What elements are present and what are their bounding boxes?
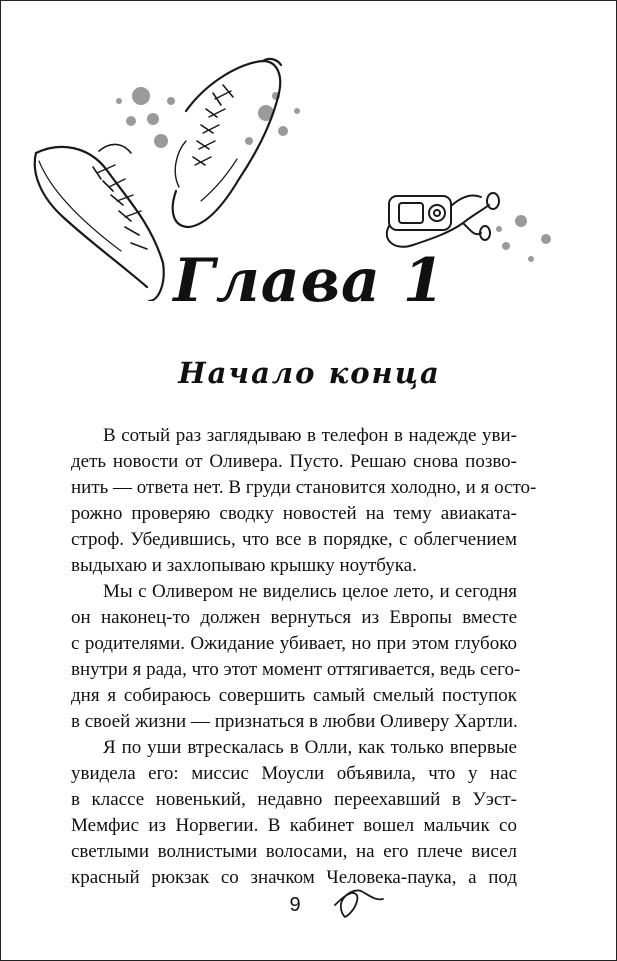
- chapter-title: Глава 1: [173, 246, 446, 316]
- page-number: 9: [289, 894, 301, 916]
- text-line: рожно проверяю сводку новостей на тему авиаката-: [71, 503, 517, 524]
- chapter-subtitle: Начало конца: [178, 356, 441, 390]
- text-line: светлыми волнистыми волосами, на его плече висел: [71, 841, 517, 862]
- text-line: увидела его: миссис Моусли объявила, что у нас: [71, 763, 517, 784]
- text-line: В сотый раз заглядываю в телефон в надежде уви-: [103, 425, 517, 446]
- paragraph-1: [71, 423, 537, 579]
- text-line: Мы с Оливером не виделись целое лето, и сегодня: [103, 581, 517, 602]
- text-line: он наконец-то должен вернуться из Европы вместе: [71, 607, 517, 628]
- paragraph-2: [71, 579, 521, 735]
- text-line: в классе новенький, недавно переехавший в Уэст-: [71, 789, 517, 810]
- text-line: красный рюкзак со значком Человека-паука, а под: [71, 867, 517, 888]
- text-line: с родителями. Ожидание убивает, но при этом глубоко: [71, 633, 517, 654]
- text-line: деть новости от Оливера. Пусто. Решаю снова позво-: [71, 451, 517, 472]
- ink-splatter-icon: [116, 87, 551, 262]
- text-line: внутри я рада, что этот момент оттягивается, ведь сего-: [71, 659, 521, 680]
- text-line: Мемфис из Норвегии. В кабинет вошел мальчик со: [71, 815, 517, 836]
- text-line: Я по уши втрескалась в Олли, как только впервые: [103, 737, 517, 758]
- paragraph-3: [71, 735, 517, 891]
- text-line: дня я собираюсь совершить самый смелый поступок: [71, 685, 517, 706]
- text-line: в своей жизни — признаться в любви Оливеру Хартли.: [71, 711, 518, 732]
- mp3-player-illustration: [387, 193, 499, 247]
- heart-doodle-icon: [331, 883, 387, 923]
- body-text: [71, 423, 537, 891]
- text-line: выдыхаю и захлопываю крышку ноутбука.: [71, 555, 417, 576]
- text-line: нить — ответа нет. В груди становится холодно, и я осто-: [71, 477, 537, 498]
- text-line: строф. Убедившись, что все в порядке, с облегчением: [71, 529, 517, 550]
